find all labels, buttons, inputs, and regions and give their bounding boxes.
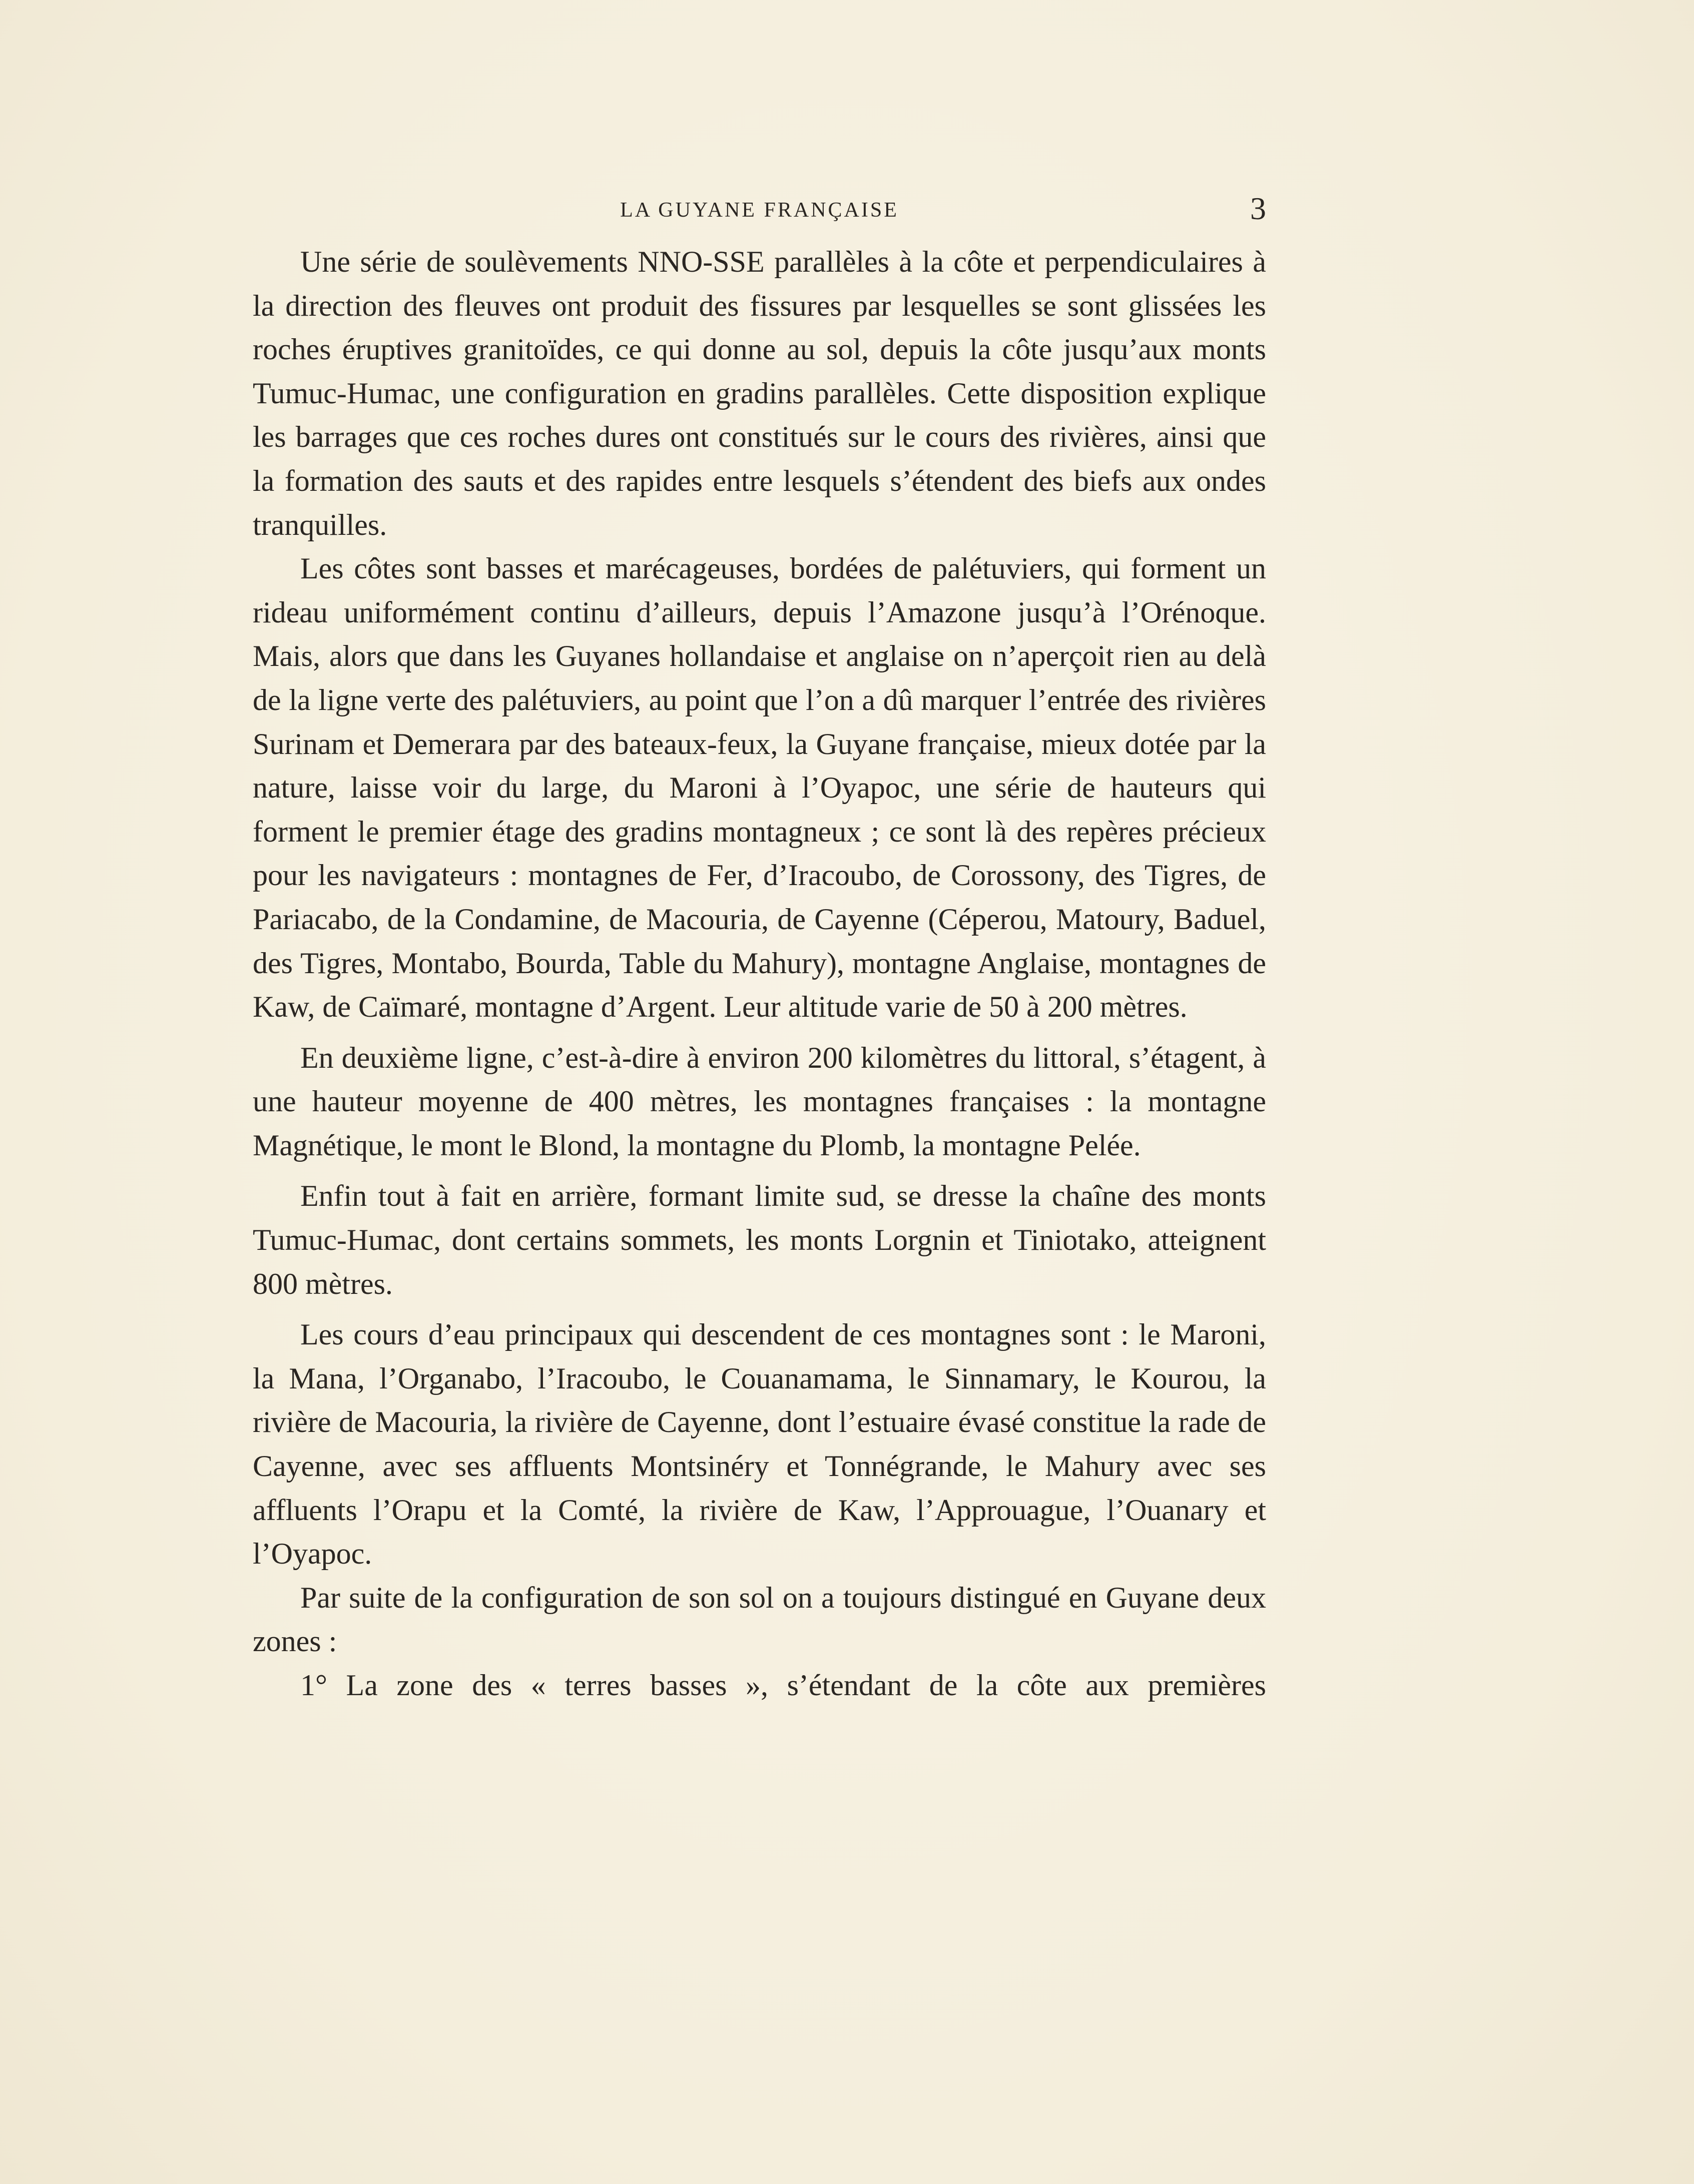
paragraph-6: Par suite de la configuration de son sol on a toujours distingué en Guyane deux zones :: [253, 1581, 1266, 1658]
paragraph-1: Une série de soulèvements NNO-SSE parallèles à la côte et perpendiculaires à la direction des fleuves ont produit des fissures par lesquelles se sont glissées les roches éruptives granitoïdes, ce qui donne au sol, depuis la côte jusqu’aux monts Tumuc-Humac, une configuration en gradins parallèles. Cette disposition explique les barrages que ces roches dures ont constitués sur le cours des rivières, ainsi que la formation des sauts et des rapides entre lesquels s’étendent des biefs aux ondes tranquilles.: [253, 245, 1266, 541]
body-text: [253, 240, 1266, 1708]
running-title: LA GUYANE FRANÇAISE: [620, 199, 899, 222]
paragraph-2: Les côtes sont basses et marécageuses, bordées de palétuviers, qui forment un rideau uniformément continu d’ailleurs, depuis l’Amazone jusqu’à l’Orénoque. Mais, alors que dans les Guyanes hollandaise et anglaise on n’aperçoit rien au delà de la ligne verte des palétuviers, au point que l’on a dû marquer l’entrée des rivières Surinam et Demerara par des bateaux-feux, la Guyane française, mieux dotée par la nature, laisse voir du large, du Maroni à l’Oyapoc, une série de hauteurs qui forment le premier étage des gradins montagneux ; ce sont là des repères précieux pour les navigateurs : montagnes de Fer, d’Iracoubo, de Corossony, des Tigres, de Pariacabo, de la Condamine, de Macouria, de Cayenne (Céperou, Matoury, Baduel, des Tigres, Montabo, Bourda, Table du Mahury), montagne Anglaise, montagnes de Kaw, de Caïmaré, montagne d’Argent. Leur altitude varie de 50 à 200 mètres.: [253, 552, 1266, 1024]
page-number: 3: [1250, 191, 1266, 226]
paragraph-7: 1° La zone des « terres basses », s’étendant de la côte aux premières: [300, 1669, 1266, 1702]
paragraph-5: Les cours d’eau principaux qui descendent de ces montagnes sont : le Maroni, la Mana, l’Organabo, l’Iracoubo, le Couanamama, le Sinnamary, le Kourou, la rivière de Macouria, la rivière de Cayenne, dont l’estuaire évasé constitue la rade de Cayenne, avec ses affluents Montsinéry et Tonnégrande, le Mahury avec ses affluents l’Orapu et la Comté, la rivière de Kaw, l’Approuague, l’Ouanary et l’Oyapoc.: [253, 1318, 1266, 1571]
paragraph-3: En deuxième ligne, c’est-à-dire à environ 200 kilomètres du littoral, s’étagent, à une hauteur moyenne de 400 mètres, les montagnes françaises : la montagne Magnétique, le mont le Blond, la montagne du Plomb, la montagne Pelée.: [253, 1041, 1266, 1162]
running-head: [253, 191, 1266, 226]
paragraph-4: Enfin tout à fait en arrière, formant limite sud, se dresse la chaîne des monts Tumuc-Humac, dont certains sommets, les monts Lorgnin et Tiniotako, atteignent 800 mètres.: [253, 1179, 1266, 1300]
